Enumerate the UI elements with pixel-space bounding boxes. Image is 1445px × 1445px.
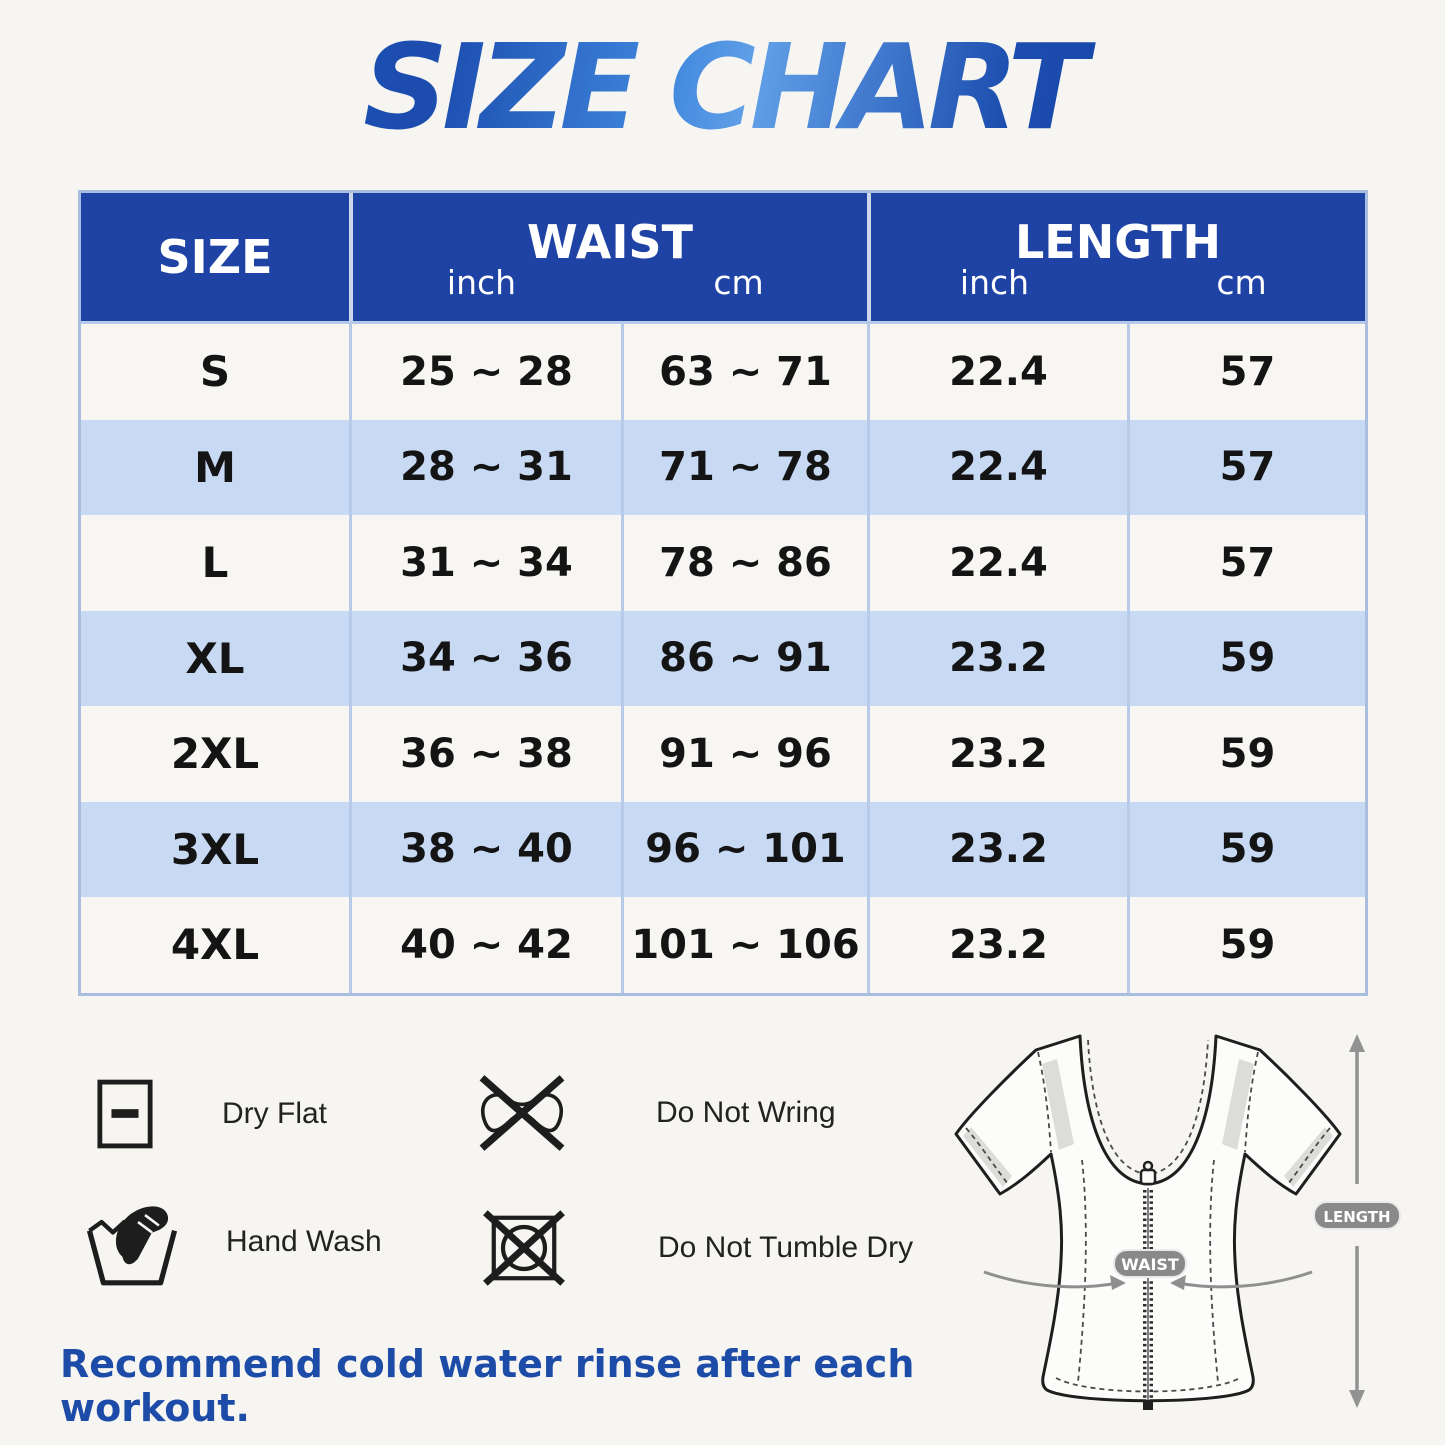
table-cell: 78 ~ 86 <box>621 515 867 611</box>
table-cell: XL <box>185 633 245 683</box>
table-cell: 86 ~ 91 <box>621 611 867 707</box>
table-cell: 36 ~ 38 <box>349 706 621 802</box>
table-cell: 71 ~ 78 <box>621 420 867 516</box>
care-label: Do Not Tumble Dry <box>658 1231 914 1264</box>
do-not-tumble-dry-icon <box>482 1206 566 1290</box>
table-cell: 101 ~ 106 <box>621 897 867 993</box>
table-row-l <box>81 515 1365 611</box>
table-cell: 23.2 <box>867 706 1127 802</box>
table-cell: 59 <box>1127 897 1365 993</box>
table-body <box>81 324 1365 993</box>
table-cell: 91 ~ 96 <box>621 706 867 802</box>
table-cell: 57 <box>1127 420 1365 516</box>
care-item-do-not-tumble-dry <box>482 1206 913 1290</box>
table-cell: 23.2 <box>867 611 1127 707</box>
table-row-s <box>81 324 1365 420</box>
table-cell: 23.2 <box>867 802 1127 898</box>
table-row-2xl <box>81 706 1365 802</box>
length-header-label: LENGTH <box>1014 215 1222 270</box>
length-inch-unit-label: inch <box>959 262 1030 302</box>
column-header-size: SIZE <box>157 230 273 284</box>
waist-badge <box>1114 1250 1186 1277</box>
table-cell: M <box>194 442 236 492</box>
table-cell: 63 ~ 71 <box>621 324 867 420</box>
table-cell: 59 <box>1127 706 1365 802</box>
table-cell: 22.4 <box>867 515 1127 611</box>
waist-badge-label: WAIST <box>1121 1255 1179 1274</box>
length-badge-label: LENGTH <box>1323 1208 1391 1226</box>
length-cm-unit-label: cm <box>1216 262 1267 302</box>
table-row-4xl <box>81 897 1365 993</box>
table-header-row <box>81 193 1365 324</box>
table-cell: 2XL <box>170 729 260 779</box>
table-cell: 22.4 <box>867 420 1127 516</box>
table-cell: 34 ~ 36 <box>349 611 621 707</box>
care-label: Do Not Wring <box>656 1096 836 1129</box>
length-badge <box>1314 1202 1400 1229</box>
table-cell: 22.4 <box>867 324 1127 420</box>
do-not-wring-icon <box>474 1072 570 1154</box>
table-row-m <box>81 420 1365 516</box>
care-item-dry-flat <box>96 1078 327 1150</box>
table-cell: 31 ~ 34 <box>349 515 621 611</box>
table-row-3xl <box>81 802 1365 898</box>
care-item-do-not-wring <box>474 1072 836 1154</box>
table-cell: 40 ~ 42 <box>349 897 621 993</box>
column-header-length <box>867 193 1365 321</box>
care-label: Hand Wash <box>226 1225 382 1258</box>
care-item-hand-wash <box>84 1196 382 1288</box>
table-cell: 59 <box>1127 802 1365 898</box>
table-row-xl <box>81 611 1365 707</box>
table-cell: S <box>199 347 231 397</box>
table-cell: L <box>201 538 229 588</box>
footer-note: Recommend cold water rinse after each workout. <box>60 1342 915 1430</box>
table-cell: 96 ~ 101 <box>621 802 867 898</box>
page-title: SIZE CHART <box>0 18 1445 156</box>
waist-cm-unit-label: cm <box>713 262 764 302</box>
column-header-waist <box>349 193 867 321</box>
waist-inch-unit-label: inch <box>446 262 517 302</box>
table-cell: 57 <box>1127 515 1365 611</box>
table-cell: 57 <box>1127 324 1365 420</box>
table-cell: 59 <box>1127 611 1365 707</box>
hand-wash-icon <box>84 1196 180 1288</box>
table-cell: 38 ~ 40 <box>349 802 621 898</box>
dry-flat-icon <box>96 1078 154 1150</box>
table-cell: 25 ~ 28 <box>349 324 621 420</box>
table-cell: 3XL <box>170 824 260 874</box>
size-table <box>78 190 1368 996</box>
table-cell: 28 ~ 31 <box>349 420 621 516</box>
waist-header-label: WAIST <box>527 215 693 270</box>
table-cell: 23.2 <box>867 897 1127 993</box>
care-label: Dry Flat <box>222 1097 327 1130</box>
table-cell: 4XL <box>170 920 260 970</box>
